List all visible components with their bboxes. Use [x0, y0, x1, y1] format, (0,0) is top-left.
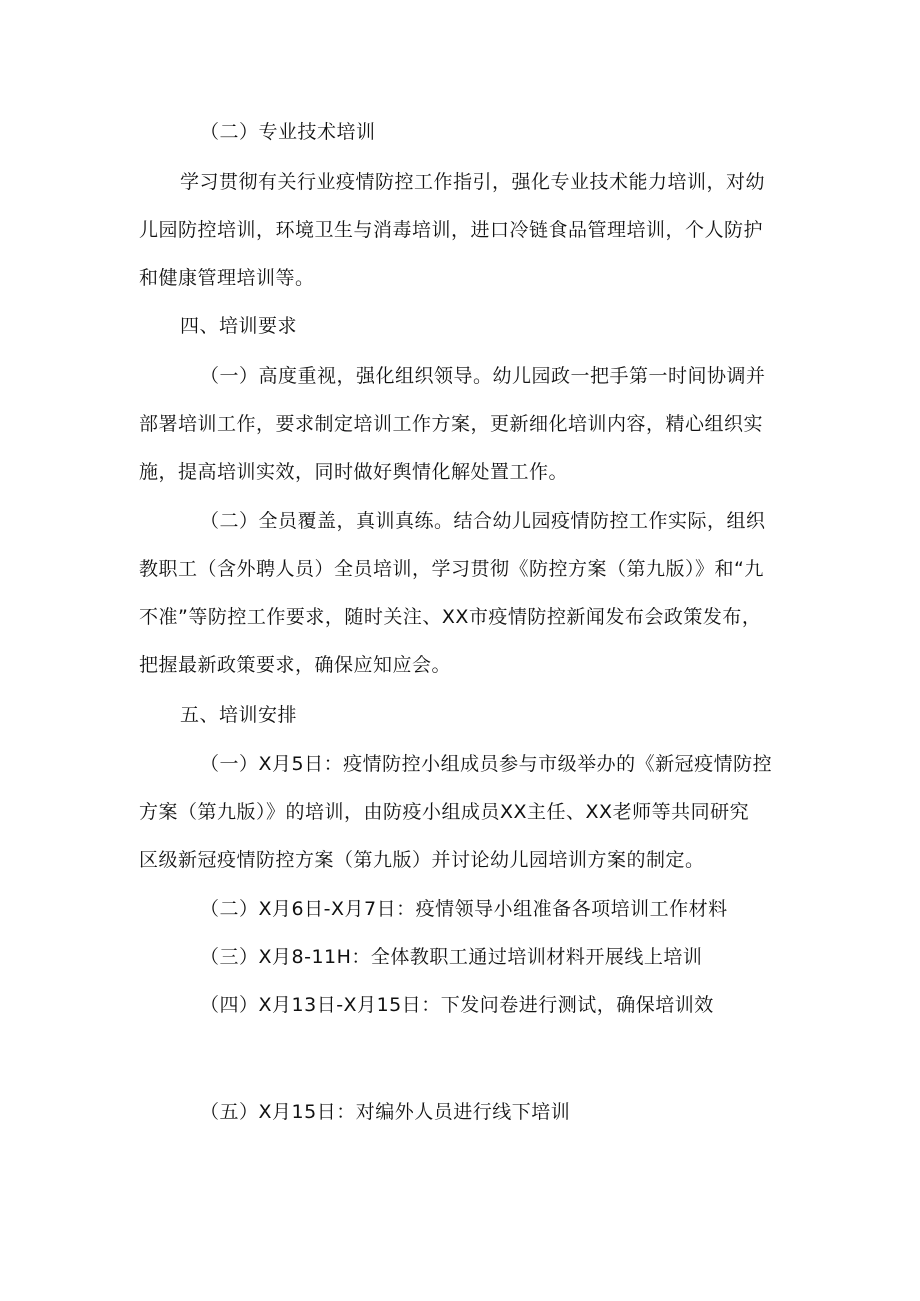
schedule-item: （五）X月15日：对编外人员进行线下培训 — [200, 1101, 571, 1123]
paragraph-line: 把握最新政策要求，确保应知应会。 — [139, 654, 452, 676]
section-heading: 五、培训安排 — [180, 704, 298, 726]
paragraph-line: 儿园防控培训，环境卫生与消毒培训，进口冷链食品管理培训，个人防护 — [139, 219, 764, 241]
section-subtitle: （二）专业技术培训 — [200, 121, 376, 143]
paragraph-line: 和健康管理培训等。 — [139, 267, 315, 289]
paragraph-line: 部署培训工作，要求制定培训工作方案，更新细化培训内容，精心组织实 — [139, 413, 764, 435]
paragraph-line: 不准”等防控工作要求，随时关注、XX市疫情防控新闻发布会政策发布， — [139, 606, 762, 628]
paragraph-line: （一）X月5日：疫情防控小组成员参与市级举办的《新冠疫情防控 — [200, 753, 773, 775]
paragraph-line: 施，提高培训实效，同时做好舆情化解处置工作。 — [139, 461, 569, 483]
paragraph-line: 学习贯彻有关行业疫情防控工作指引，强化专业技术能力培训，对幼 — [180, 171, 766, 193]
paragraph-line: （二）全员覆盖，真训真练。结合幼儿园疫情防控工作实际，组织 — [200, 510, 766, 532]
schedule-item: （二）X月6日-X月7日：疫情领导小组准备各项培训工作材料 — [200, 898, 728, 920]
paragraph-line: 区级新冠疫情防控方案（第九版）并讨论幼儿园培训方案的制定。 — [139, 849, 705, 871]
schedule-item: （四）X月13日-X月15日：下发问卷进行测试，确保培训效 — [200, 994, 714, 1016]
section-heading: 四、培训要求 — [180, 315, 298, 337]
paragraph-line: （一）高度重视，强化组织领导。幼儿园政一把手第一时间协调并 — [200, 365, 766, 387]
paragraph-line: 教职工（含外聘人员）全员培训，学习贯彻《防控方案（第九版）》和“九 — [139, 558, 764, 580]
schedule-item: （三）X月8-11H：全体教职工通过培训材料开展线上培训 — [200, 946, 703, 968]
paragraph-line: 方案（第九版）》的培训，由防疫小组成员XX主任、XX老师等共同研究 — [139, 801, 750, 823]
